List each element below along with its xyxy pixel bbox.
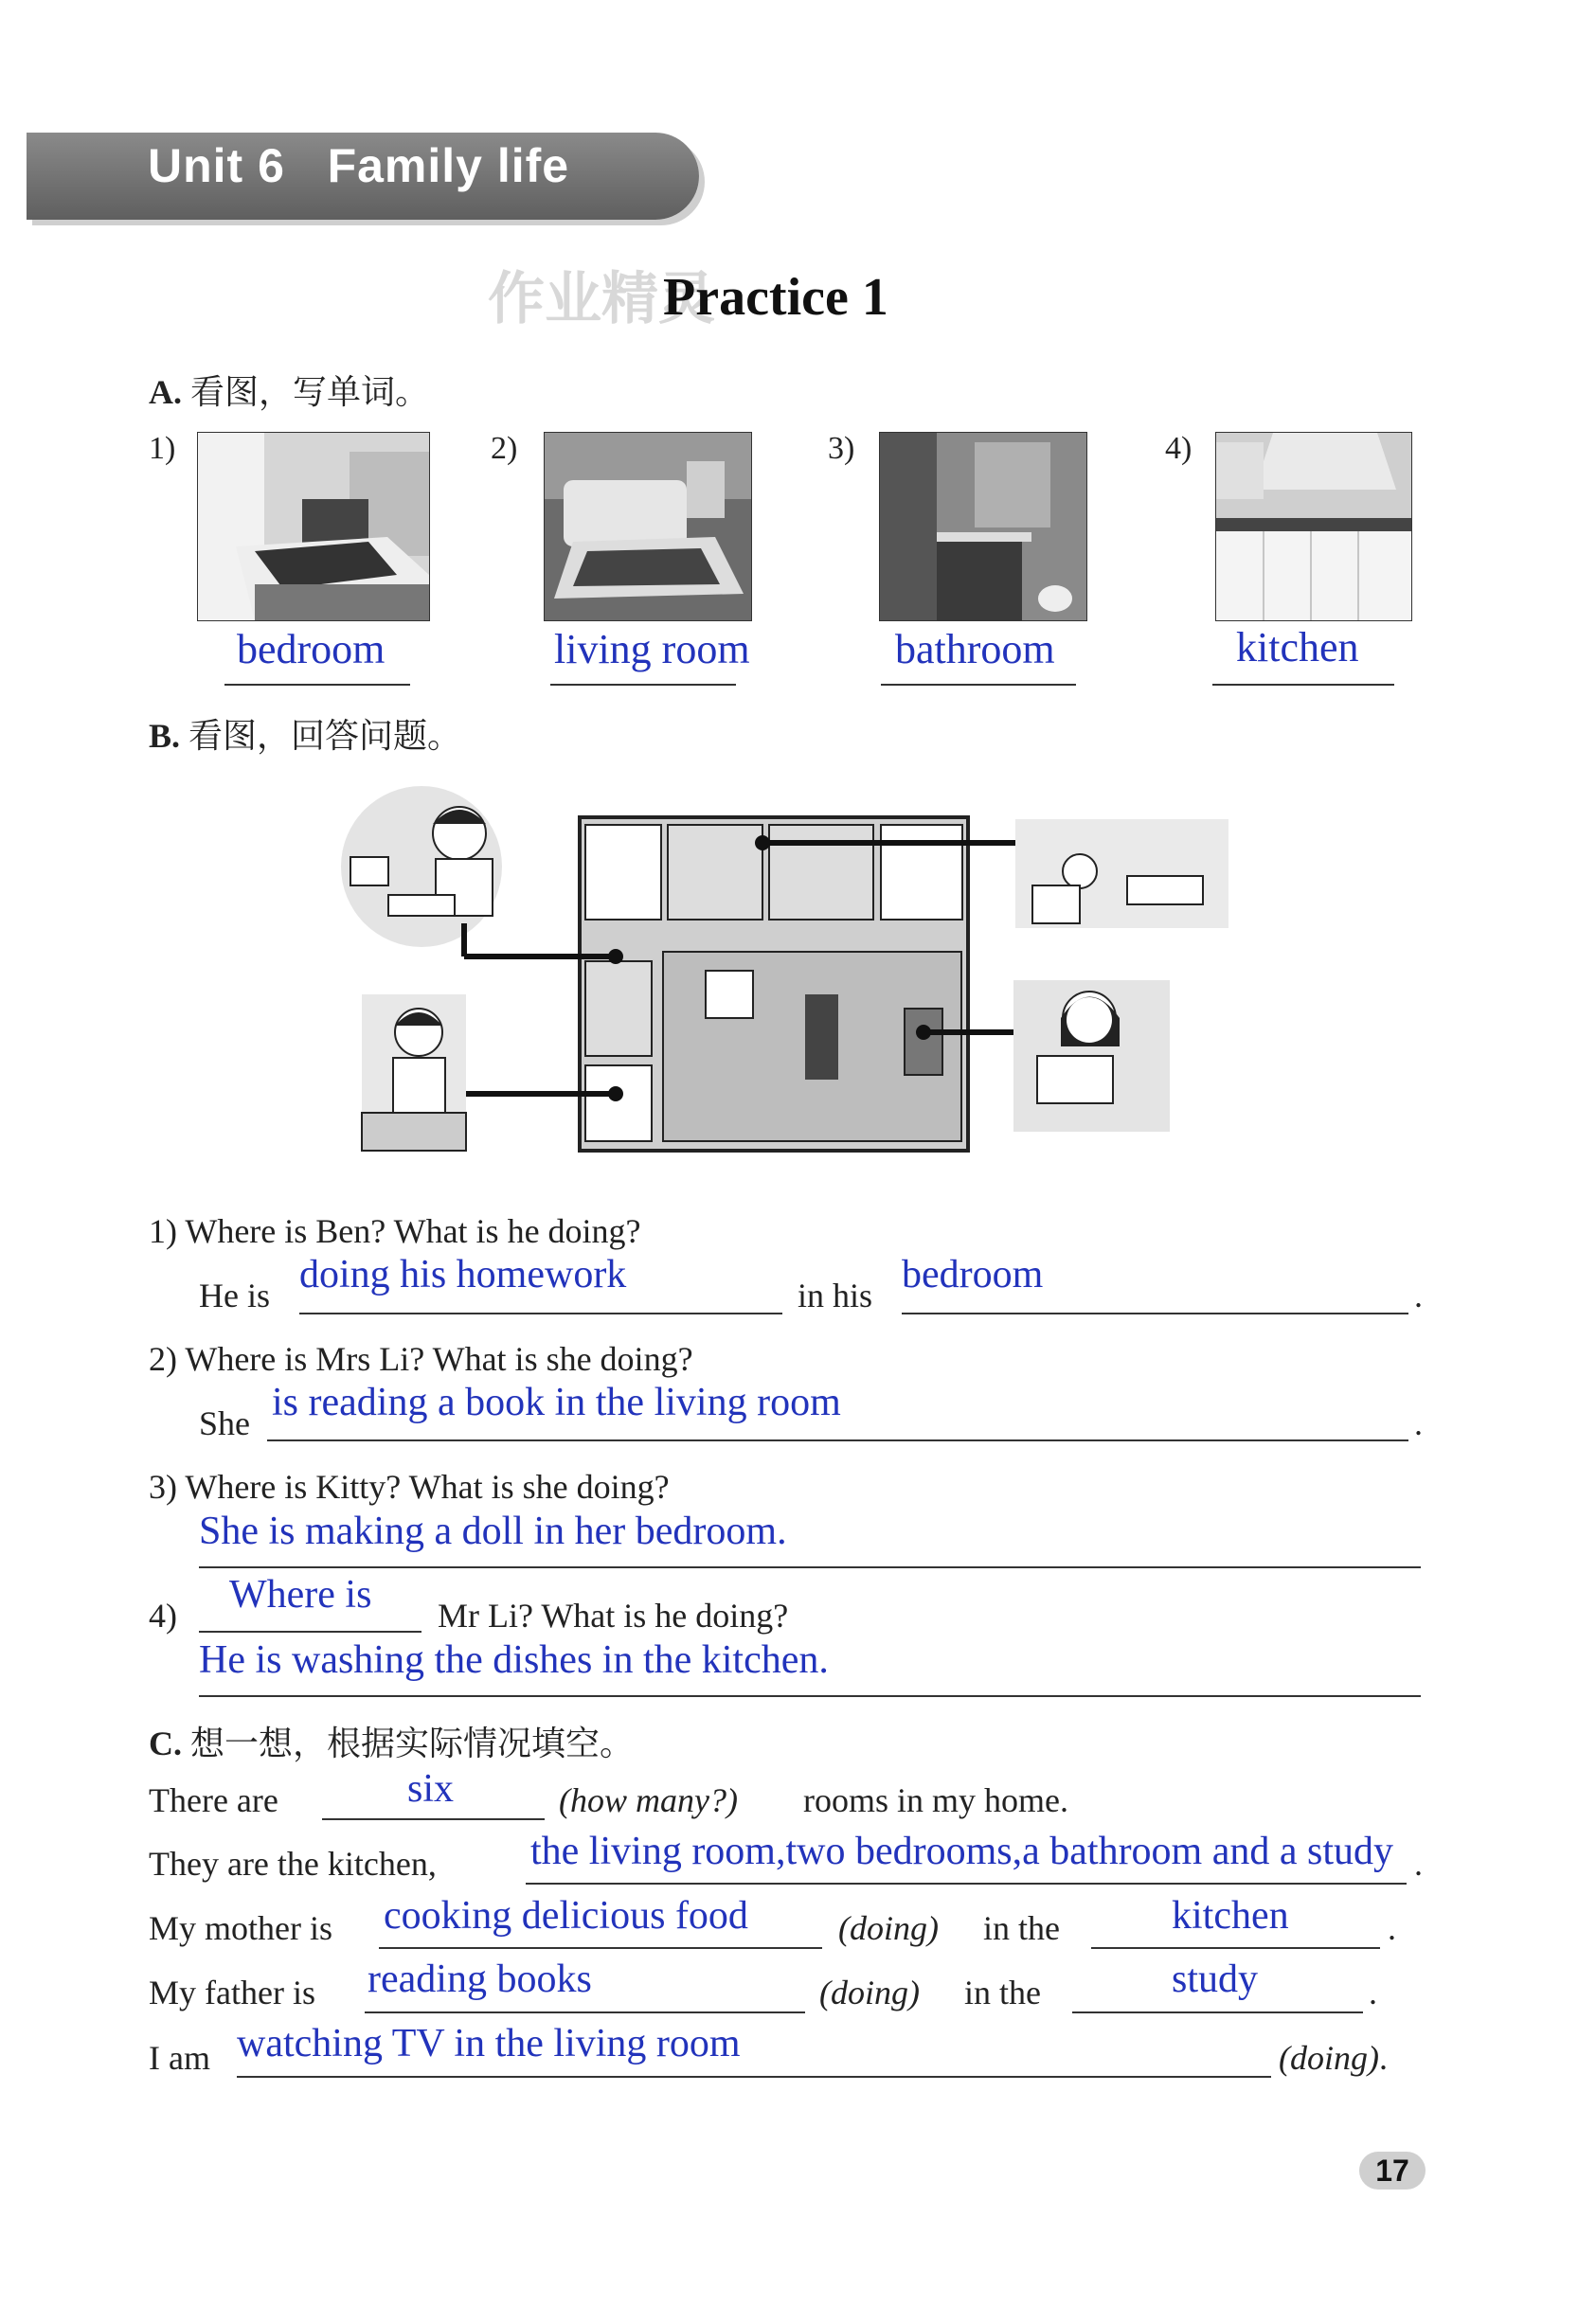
q1-end: . <box>1414 1277 1423 1314</box>
answer-line <box>526 1883 1407 1885</box>
section-c-heading <box>149 1717 634 1765</box>
answer-line <box>1091 1947 1380 1949</box>
q1-prefix: He is <box>199 1277 270 1314</box>
answer-line <box>379 1947 822 1949</box>
c1-hint: (how many?) <box>559 1781 738 1819</box>
c4-text: My father is <box>149 1974 315 2011</box>
q2-prefix: She <box>199 1404 250 1442</box>
answer-line <box>267 1439 1408 1441</box>
c3-text: My mother is <box>149 1909 332 1947</box>
item-number: 1) <box>149 431 176 466</box>
c4-answer: reading books <box>368 1958 592 2001</box>
section-b-instruction: 看图，回答问题。 <box>188 717 462 755</box>
question-3: 3) Where is Kitty? What is she doing? <box>149 1468 670 1506</box>
item-number: 2) <box>491 431 518 466</box>
unit-title: Unit 6 Family life <box>148 139 570 192</box>
section-c-instruction: 想一想，根据实际情况填空。 <box>190 1725 635 1762</box>
answer-living-room: living room <box>554 626 750 672</box>
q1-answer-activity: doing his homework <box>299 1253 627 1296</box>
page-number: 17 <box>1359 2152 1426 2190</box>
living-room-photo <box>544 432 752 621</box>
c4-text-mid: in the <box>964 1974 1041 2011</box>
kitchen-photo <box>1215 432 1412 621</box>
c3-answer: cooking delicious food <box>384 1894 748 1938</box>
c3-hint: (doing) <box>838 1909 939 1947</box>
c3-text-mid: in the <box>983 1909 1060 1947</box>
bathroom-photo <box>879 432 1087 621</box>
bedroom-photo <box>197 432 430 621</box>
c2-end: . <box>1414 1845 1423 1883</box>
c4-end: . <box>1369 1974 1377 2011</box>
c5-text: I am <box>149 2039 210 2077</box>
question-1: 1) Where is Ben? What is he doing? <box>149 1212 641 1250</box>
c3-end: . <box>1388 1909 1396 1947</box>
answer-line <box>224 684 410 686</box>
answer-line <box>237 2076 1271 2078</box>
c2-text: They are the kitchen, <box>149 1845 437 1883</box>
section-a-label: A. <box>149 373 182 411</box>
answer-line <box>365 2011 805 2013</box>
house-floor-plan-illustration <box>341 781 1241 1179</box>
c1-text-end: rooms in my home. <box>803 1781 1068 1819</box>
c2-answer: the living room,two bedrooms,a bathroom and a study <box>530 1830 1394 1873</box>
answer-bedroom: bedroom <box>237 626 386 672</box>
c1-answer: six <box>407 1767 455 1811</box>
c5-hint: (doing). <box>1279 2039 1388 2077</box>
answer-line <box>322 1818 545 1820</box>
c3-answer-room: kitchen <box>1172 1894 1289 1938</box>
answer-bathroom: bathroom <box>895 626 1055 672</box>
q4-answer-where: Where is <box>229 1573 372 1617</box>
watermark: 作业精灵 <box>488 266 715 332</box>
q2-end: . <box>1414 1404 1423 1442</box>
q4-number: 4) <box>149 1597 177 1635</box>
answer-line <box>550 684 736 686</box>
page-title: Practice 1 <box>663 268 888 327</box>
answer-line <box>1212 684 1394 686</box>
section-a-instruction: 看图，写单词。 <box>190 373 430 411</box>
item-number: 4) <box>1165 431 1193 466</box>
answer-line <box>199 1695 1421 1697</box>
q1-mid: in his <box>798 1277 873 1314</box>
answer-line <box>902 1313 1408 1314</box>
answer-line <box>199 1566 1421 1568</box>
answer-line <box>881 684 1076 686</box>
q1-answer-room: bedroom <box>902 1253 1044 1296</box>
c4-answer-room: study <box>1172 1958 1259 2001</box>
c4-hint: (doing) <box>819 1974 920 2011</box>
q3-answer: She is making a doll in her bedroom. <box>199 1510 787 1553</box>
section-c-label: C. <box>149 1725 182 1762</box>
section-b-heading <box>149 709 461 758</box>
answer-line <box>1072 2011 1363 2013</box>
answer-kitchen: kitchen <box>1236 624 1359 670</box>
section-a-heading <box>149 366 429 414</box>
answer-line <box>199 1631 421 1633</box>
section-b-label: B. <box>149 717 181 755</box>
c5-answer: watching TV in the living room <box>237 2022 741 2065</box>
answer-line <box>299 1313 782 1314</box>
q2-answer: is reading a book in the living room <box>272 1381 841 1424</box>
item-number: 3) <box>828 431 855 466</box>
c1-text: There are <box>149 1781 278 1819</box>
q4-answer: He is washing the dishes in the kitchen. <box>199 1638 829 1682</box>
question-2: 2) Where is Mrs Li? What is she doing? <box>149 1340 693 1378</box>
question-4-rest: Mr Li? What is he doing? <box>438 1597 789 1635</box>
